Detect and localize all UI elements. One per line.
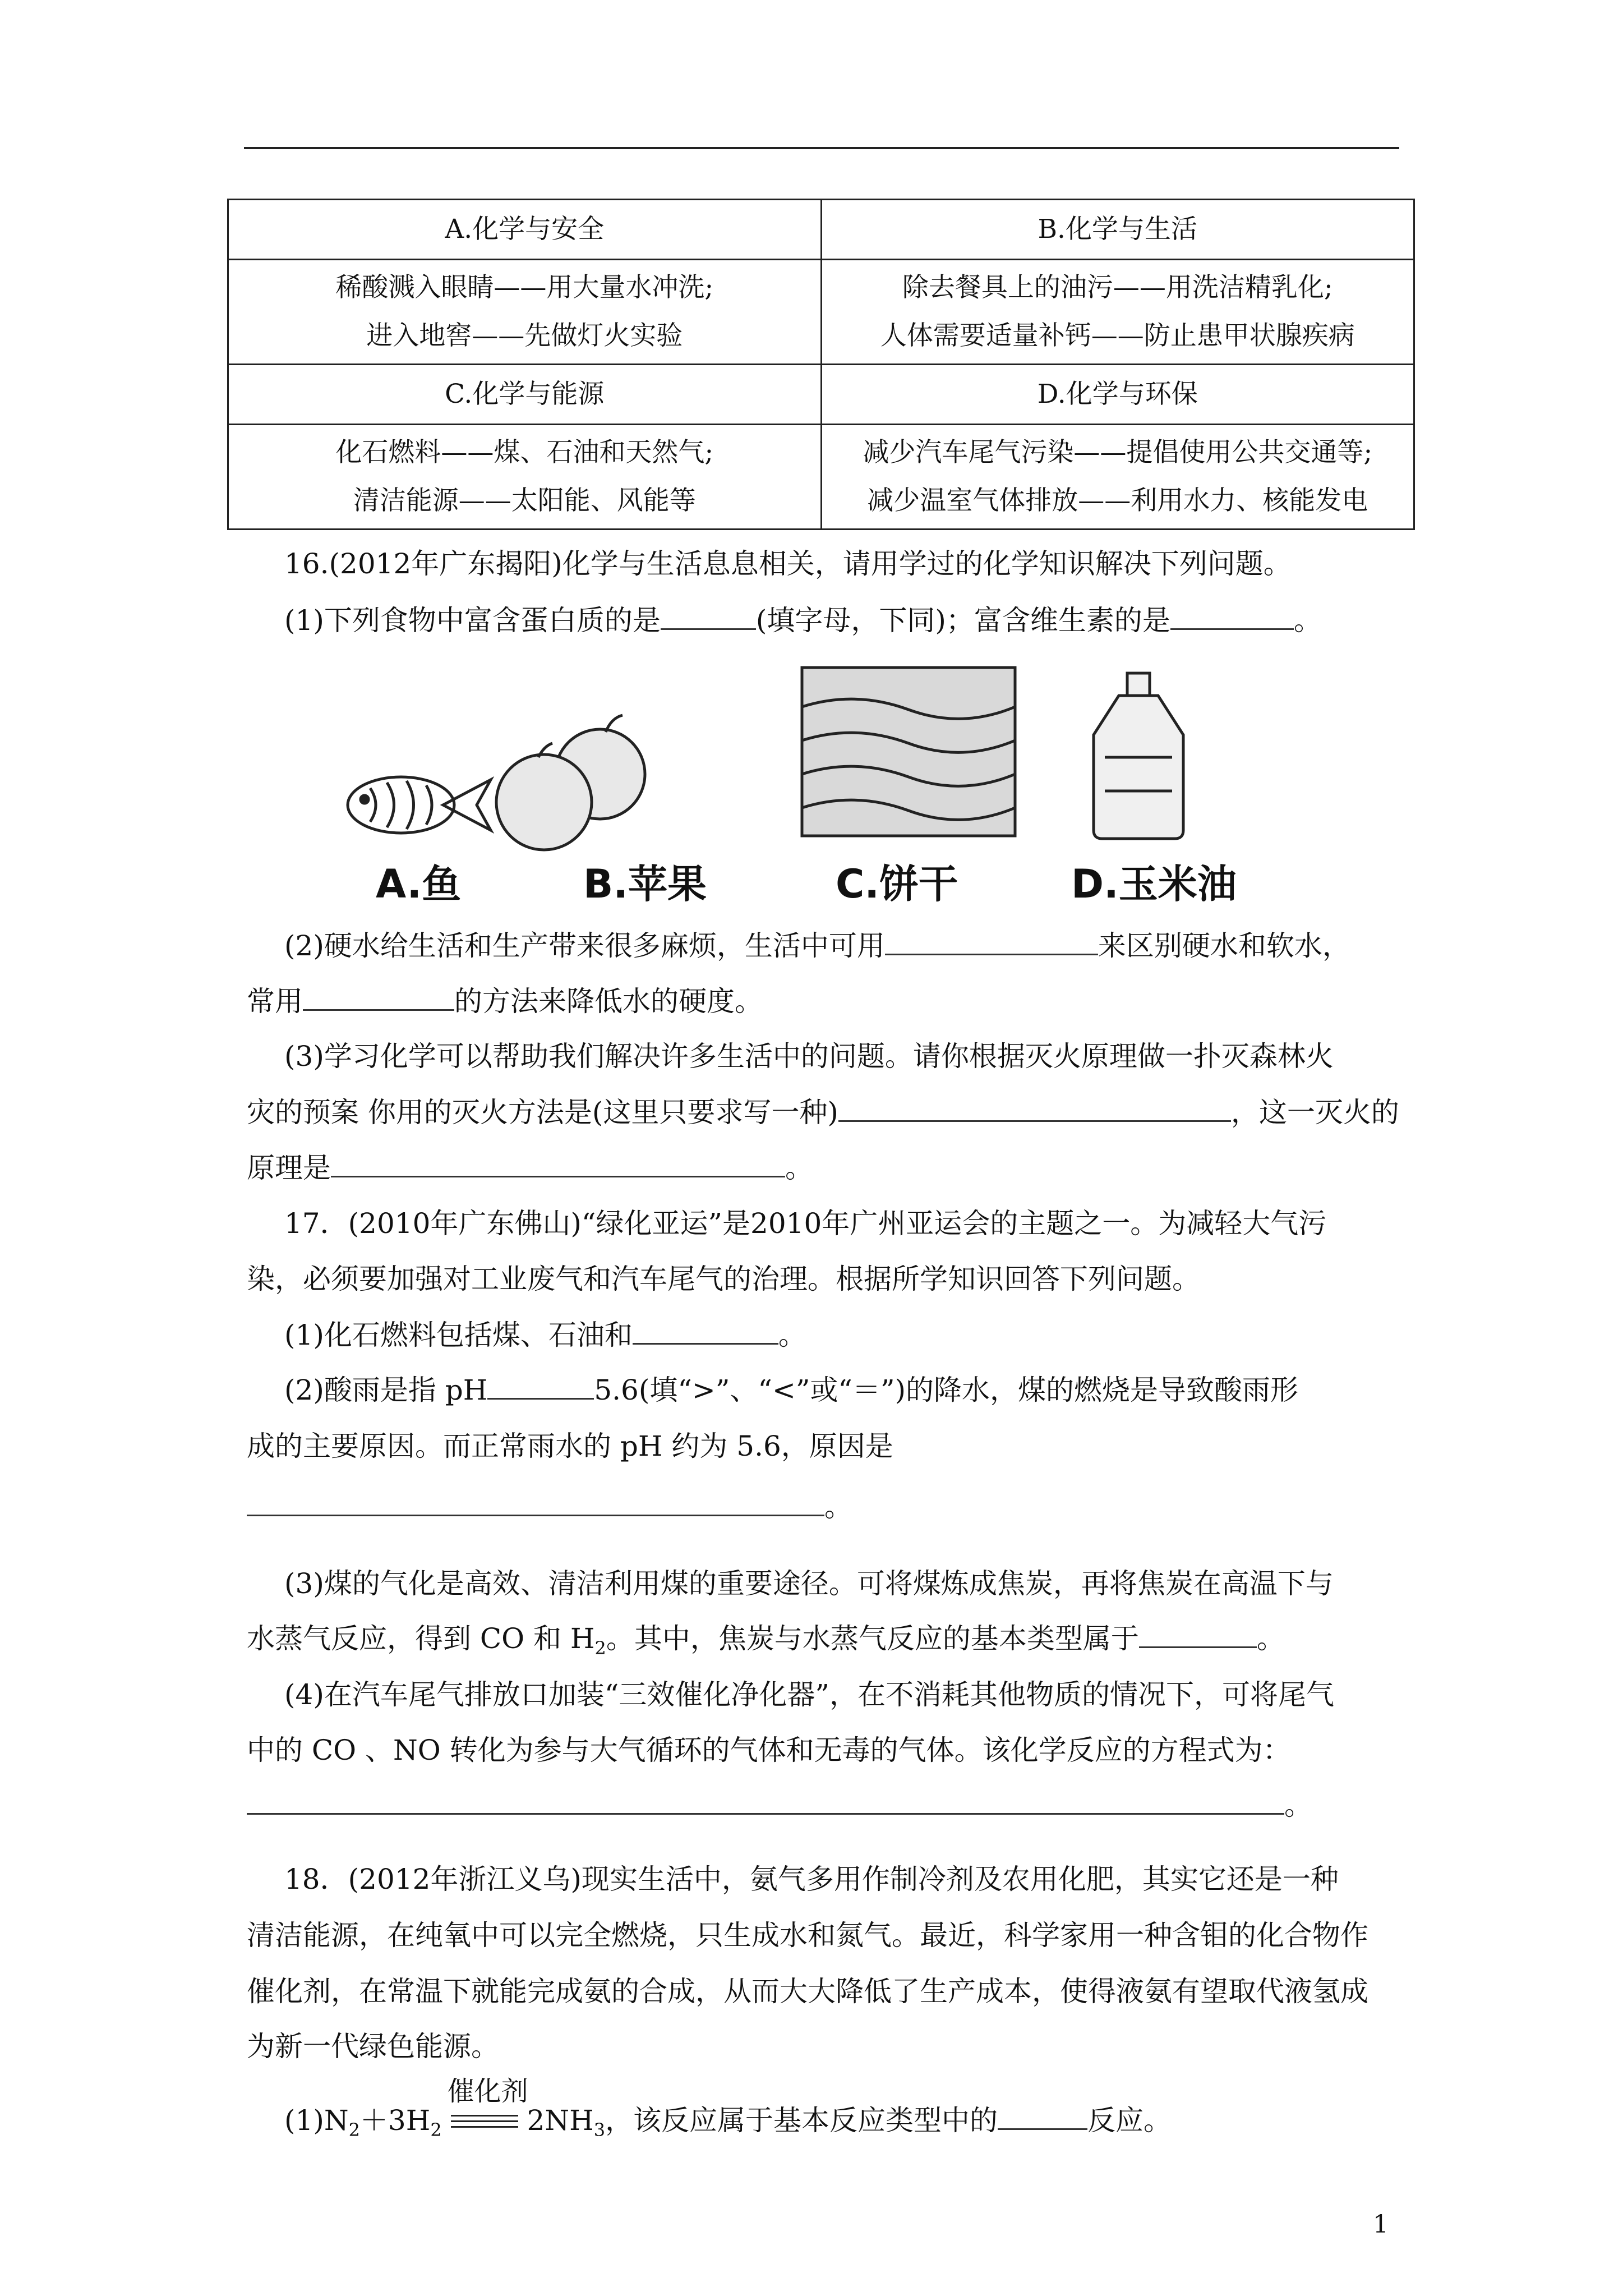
q18-stem-line3: 催化剂，在常温下就能完成氨的合成，从而大大降低了生产成本，使得液氨有望取代液氢成	[247, 1975, 1368, 2008]
answer-blank[interactable]	[303, 980, 454, 1011]
oil-bottle-icon	[1094, 673, 1183, 839]
q17-p1-text-b: 。	[778, 1319, 806, 1351]
q16-p1-text-b: (填字母，下同)；富含维生素的是	[755, 604, 1170, 637]
table-head-a: A.化学与安全	[228, 200, 822, 260]
q18-stem-line4: 为新一代绿色能源。	[247, 2030, 499, 2063]
q18-stem-line1: 18．(2012年浙江义乌)现实生活中，氨气多用作制冷剂及农用化肥，其实它还是一种	[284, 1863, 1339, 1895]
food-label-b: B.苹果	[583, 861, 707, 907]
food-label-d: D.玉米油	[1071, 861, 1237, 907]
q18-equation-line	[284, 2076, 1399, 2151]
eq-plus: ＋3H	[359, 2104, 431, 2137]
q17-stem-line1: 17．(2010年广东佛山)“绿化亚运”是2010年广州亚运会的主题之一。为减轻大气污	[284, 1207, 1327, 1240]
table-cell-a-line1: 稀酸溅入眼睛——用大量水冲洗;	[335, 272, 714, 303]
answer-blank[interactable]	[885, 924, 1098, 955]
page-number: 1	[1373, 2210, 1389, 2239]
q17-p2-text-b: 5.6(填“>”、“<”或“＝”)的降水，煤的燃烧是导致酸雨形	[594, 1374, 1299, 1406]
table-head-b: B.化学与生活	[821, 200, 1414, 260]
answer-blank[interactable]	[633, 1314, 778, 1345]
subscript: 2	[430, 2119, 442, 2141]
q17-p3-text-d: 。	[1256, 1622, 1285, 1655]
table-cell-d-line1: 减少汽车尾气污染——提倡使用公共交通等;	[863, 437, 1373, 468]
answer-blank[interactable]	[331, 1147, 785, 1177]
equals-arrow-icon	[447, 2076, 528, 2134]
table-cell-c	[228, 425, 822, 530]
biscuit-icon	[802, 668, 1015, 836]
table-cell-b	[821, 260, 1414, 365]
table-cell-c-line2: 清洁能源——太阳能、风能等	[353, 485, 696, 516]
answer-blank[interactable]	[247, 1485, 824, 1516]
fish-icon	[348, 777, 491, 833]
q17-part3-line2	[247, 1617, 1399, 1669]
q17-p4-text-c: 。	[1284, 1789, 1312, 1821]
q16-p3-text-b: 灾的预案 你用的灭火方法是(这里只要求写一种)	[247, 1096, 838, 1129]
answer-blank[interactable]	[661, 599, 756, 630]
q17-part2-line1	[284, 1369, 1399, 1411]
table-cell-d-line2: 减少温室气体排放——利用水力、核能发电	[867, 485, 1368, 516]
q16-part2-line1	[284, 924, 1399, 967]
table-cell-b-line2: 人体需要适量补钙——防止患甲状腺疾病	[880, 320, 1355, 351]
q17-p3-text-b: 水蒸气反应，得到 CO 和 H	[247, 1622, 595, 1655]
answer-blank[interactable]	[1170, 599, 1294, 630]
table-head-c: C.化学与能源	[228, 365, 822, 425]
eq-end: 反应。	[1087, 2104, 1172, 2137]
subscript: 2	[594, 1637, 606, 1659]
eq-n: (1)N	[284, 2104, 349, 2137]
q18-stem-line2: 清洁能源，在纯氧中可以完全燃烧，只生成水和氮气。最近，科学家用一种含钼的化合物作	[247, 1919, 1368, 1952]
subscript: 3	[593, 2119, 606, 2141]
q16-part1	[284, 599, 1399, 642]
q16-p2-text-c: 常用	[247, 985, 303, 1018]
q16-part3-line1: (3)学习化学可以帮助我们解决许多生活中的问题。请你根据灭火原理做一扑灭森林火	[284, 1040, 1334, 1073]
q17-p2-text-a: (2)酸雨是指 pH	[284, 1374, 488, 1406]
answer-blank[interactable]	[838, 1091, 1231, 1122]
q17-part3-line1: (3)煤的气化是高效、清洁利用煤的重要途径。可将煤炼成焦炭，再将焦炭在高温下与	[284, 1567, 1334, 1600]
eq-tail: ，该反应属于基本反应类型中的	[605, 2104, 998, 2137]
catalyst-label: 催化剂	[447, 2076, 528, 2107]
table-cell-a-line2: 进入地窖——先做灯火实验	[366, 320, 683, 351]
food-label-c: C.饼干	[836, 861, 958, 907]
answer-blank[interactable]	[487, 1369, 594, 1400]
food-illustrations	[331, 662, 1273, 853]
apple-icon	[496, 715, 645, 850]
q17-part2-line2: 成的主要原因。而正常雨水的 pH 约为 5.6，原因是	[247, 1430, 893, 1462]
q17-part4-line2: 中的 CO 、NO 转化为参与大气循环的气体和无毒的气体。该化学反应的方程式为：	[247, 1734, 1291, 1766]
q16-p3-text-c: ，这一灭火的	[1230, 1096, 1399, 1129]
q17-stem-line2: 染，必须要加强对工业废气和汽车尾气的治理。根据所学知识回答下列问题。	[247, 1263, 1200, 1295]
q17-p3-text-c: 。其中，焦炭与水蒸气反应的基本类型属于	[606, 1622, 1139, 1655]
table-cell-b-line1: 除去餐具上的油污——用洗洁精乳化;	[902, 272, 1333, 303]
q16-p2-text-a: (2)硬水给生活和生产带来很多麻烦，生活中可用	[284, 930, 885, 962]
answer-blank[interactable]	[998, 2099, 1087, 2130]
q16-p1-text-a: (1)下列食物中富含蛋白质的是	[284, 604, 661, 637]
table-head-d: D.化学与环保	[821, 365, 1414, 425]
food-figure	[331, 662, 1273, 909]
q16-p2-text-b: 来区别硬水和软水，	[1098, 930, 1350, 962]
q16-p1-text-c: 。	[1293, 604, 1322, 637]
q17-part4-line3	[247, 1784, 1399, 1826]
q16-p3-text-e: 。	[785, 1152, 813, 1184]
subscript: 2	[348, 2119, 360, 2141]
q16-part2-line2	[247, 980, 1399, 1023]
header-rule	[244, 147, 1399, 149]
answer-blank[interactable]	[247, 1784, 1284, 1815]
table-cell-a	[228, 260, 822, 365]
q16-p3-text-d: 原理是	[247, 1152, 331, 1184]
q16-p2-text-d: 的方法来降低水的硬度。	[454, 985, 763, 1018]
table-cell-d	[821, 425, 1414, 530]
q17-part4-line1: (4)在汽车尾气排放口加装“三效催化净化器”，在不消耗其他物质的情况下，可将尾气	[284, 1678, 1334, 1711]
q16-part3-line2	[247, 1091, 1399, 1134]
eq-product: 2NH	[527, 2104, 594, 2137]
q17-p2-text-d: 。	[824, 1490, 852, 1523]
food-label-a: A.鱼	[376, 861, 462, 907]
q16-stem: 16.(2012年广东揭阳)化学与生活息息相关，请用学过的化学知识解决下列问题。	[284, 547, 1292, 580]
q17-part1	[284, 1314, 1399, 1356]
q17-p1-text-a: (1)化石燃料包括煤、石油和	[284, 1319, 633, 1351]
q17-part2-line3	[247, 1485, 1399, 1528]
q16-part3-line3	[247, 1147, 1399, 1189]
table-cell-c-line1: 化石燃料——煤、石油和天然气;	[335, 437, 714, 468]
comparison-table	[227, 199, 1415, 530]
answer-blank[interactable]	[1139, 1617, 1257, 1648]
